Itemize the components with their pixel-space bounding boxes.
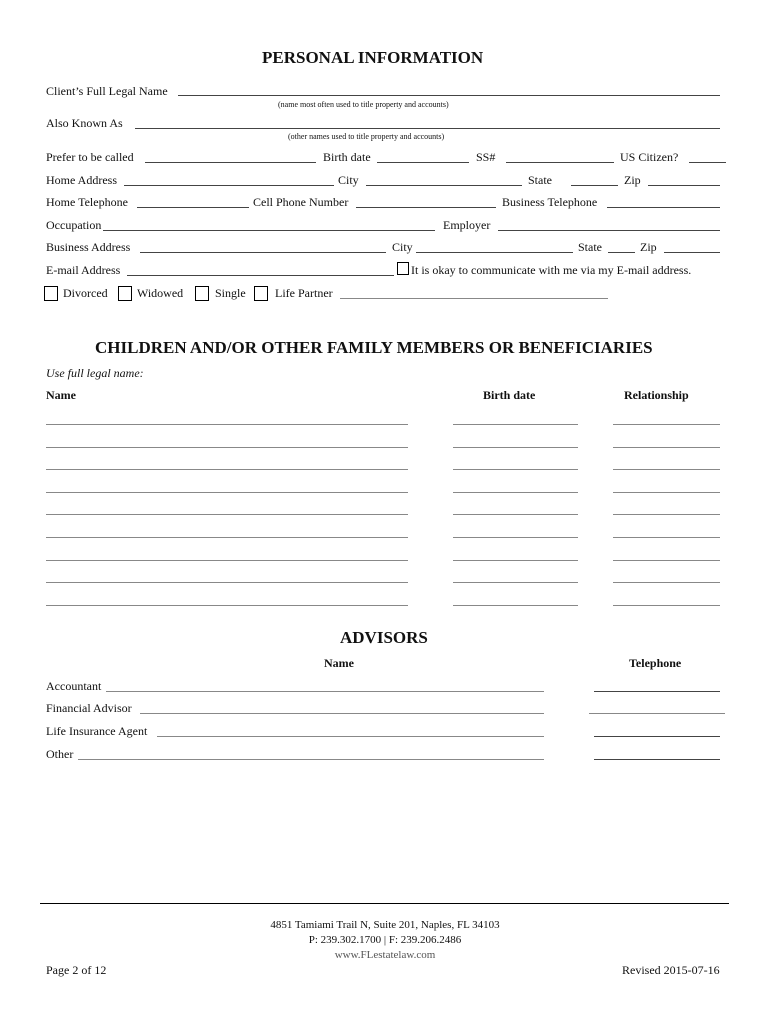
email-ok-label: It is okay to communicate with me via my E-mail address. (411, 263, 692, 277)
child-birth-date-field[interactable] (453, 560, 578, 561)
full-legal-name-field[interactable] (178, 95, 720, 96)
employer-field[interactable] (498, 230, 720, 231)
aka-label: Also Known As (46, 116, 123, 130)
home-zip-field[interactable] (648, 185, 720, 186)
business-state-label: State (578, 240, 602, 254)
other-advisor-label: Other (46, 747, 74, 761)
child-relationship-field[interactable] (613, 605, 720, 606)
revised-date: Revised 2015-07-16 (622, 963, 720, 977)
accountant-telephone-field[interactable] (594, 691, 720, 692)
home-zip-label: Zip (624, 173, 641, 187)
home-state-field[interactable] (571, 185, 618, 186)
life-insurance-agent-telephone-field[interactable] (594, 736, 720, 737)
section-title-personal: PERSONAL INFORMATION (262, 48, 484, 67)
child-relationship-field[interactable] (613, 560, 720, 561)
aka-note: (other names used to title property and accounts) (288, 132, 445, 141)
us-citizen-label: US Citizen? (620, 150, 679, 164)
footer-divider (40, 903, 729, 904)
life-insurance-agent-name-field[interactable] (157, 736, 544, 737)
widowed-checkbox[interactable] (118, 286, 132, 301)
child-name-field[interactable] (46, 537, 408, 538)
children-col-relationship: Relationship (624, 388, 689, 402)
other-advisor-name-field[interactable] (78, 759, 544, 760)
financial-advisor-name-field[interactable] (140, 713, 544, 714)
prefer-label: Prefer to be called (46, 150, 134, 164)
business-zip-label: Zip (640, 240, 657, 254)
full-legal-name-label: Client’s Full Legal Name (46, 84, 168, 98)
child-birth-date-field[interactable] (453, 514, 578, 515)
ss-field[interactable] (506, 162, 614, 163)
ss-label: SS# (476, 150, 496, 164)
child-relationship-field[interactable] (613, 492, 720, 493)
full-legal-name-note: (name most often used to title property and accounts) (278, 100, 449, 109)
financial-advisor-label: Financial Advisor (46, 701, 132, 715)
section-title-children: CHILDREN AND/OR OTHER FAMILY MEMBERS OR BENEFICIARIES (95, 338, 653, 357)
cell-phone-label: Cell Phone Number (253, 195, 349, 209)
child-birth-date-field[interactable] (453, 492, 578, 493)
employer-label: Employer (443, 218, 491, 232)
business-address-field[interactable] (140, 252, 386, 253)
occupation-field[interactable] (103, 230, 435, 231)
home-city-label: City (338, 173, 359, 187)
cell-phone-field[interactable] (356, 207, 496, 208)
child-name-field[interactable] (46, 424, 408, 425)
child-birth-date-field[interactable] (453, 447, 578, 448)
accountant-name-field[interactable] (106, 691, 544, 692)
footer-phone: P: 239.302.1700 | F: 239.206.2486 (308, 934, 462, 946)
business-city-field[interactable] (416, 252, 573, 253)
occupation-label: Occupation (46, 218, 102, 232)
birth-date-field[interactable] (377, 162, 469, 163)
life-partner-label: Life Partner (275, 286, 333, 300)
child-name-field[interactable] (46, 582, 408, 583)
children-subtitle: Use full legal name: (46, 366, 144, 380)
child-relationship-field[interactable] (613, 469, 720, 470)
advisors-col-name: Name (324, 656, 354, 670)
child-relationship-field[interactable] (613, 447, 720, 448)
footer-website[interactable]: www.FLestatelaw.com (334, 949, 436, 961)
section-title-advisors: ADVISORS (340, 628, 428, 647)
divorced-checkbox[interactable] (44, 286, 58, 301)
child-name-field[interactable] (46, 492, 408, 493)
other-advisor-telephone-field[interactable] (594, 759, 720, 760)
email-field[interactable] (127, 275, 394, 276)
footer-address: 4851 Tamiami Trail N, Suite 201, Naples, FL 34103 (270, 919, 500, 931)
email-label: E-mail Address (46, 263, 121, 277)
single-label: Single (215, 286, 246, 300)
accountant-label: Accountant (46, 679, 102, 693)
email-ok-checkbox[interactable] (397, 262, 409, 275)
child-birth-date-field[interactable] (453, 537, 578, 538)
life-partner-checkbox[interactable] (254, 286, 268, 301)
divorced-label: Divorced (63, 286, 108, 300)
business-telephone-field[interactable] (607, 207, 720, 208)
child-relationship-field[interactable] (613, 514, 720, 515)
child-relationship-field[interactable] (613, 582, 720, 583)
business-telephone-label: Business Telephone (502, 195, 598, 209)
home-city-field[interactable] (366, 185, 522, 186)
child-birth-date-field[interactable] (453, 605, 578, 606)
widowed-label: Widowed (137, 286, 184, 300)
birth-date-label: Birth date (323, 150, 371, 164)
child-name-field[interactable] (46, 447, 408, 448)
advisors-col-telephone: Telephone (629, 656, 682, 670)
home-address-label: Home Address (46, 173, 117, 187)
child-name-field[interactable] (46, 514, 408, 515)
business-address-label: Business Address (46, 240, 131, 254)
children-col-name: Name (46, 388, 76, 402)
home-address-field[interactable] (124, 185, 334, 186)
child-relationship-field[interactable] (613, 424, 720, 425)
child-name-field[interactable] (46, 605, 408, 606)
prefer-field[interactable] (145, 162, 316, 163)
child-birth-date-field[interactable] (453, 469, 578, 470)
child-name-field[interactable] (46, 469, 408, 470)
child-birth-date-field[interactable] (453, 582, 578, 583)
financial-advisor-telephone-field[interactable] (589, 713, 725, 714)
child-birth-date-field[interactable] (453, 424, 578, 425)
page-number: Page 2 of 12 (46, 963, 107, 977)
home-telephone-field[interactable] (137, 207, 249, 208)
home-state-label: State (528, 173, 552, 187)
child-relationship-field[interactable] (613, 537, 720, 538)
child-name-field[interactable] (46, 560, 408, 561)
business-city-label: City (392, 240, 413, 254)
us-citizen-field[interactable] (689, 162, 726, 163)
single-checkbox[interactable] (195, 286, 209, 301)
business-zip-field[interactable] (664, 252, 720, 253)
life-insurance-agent-label: Life Insurance Agent (46, 724, 148, 738)
aka-field[interactable] (135, 128, 720, 129)
business-state-field[interactable] (608, 252, 635, 253)
home-telephone-label: Home Telephone (46, 195, 128, 209)
life-partner-field[interactable] (340, 298, 608, 299)
children-col-birth: Birth date (483, 388, 536, 402)
